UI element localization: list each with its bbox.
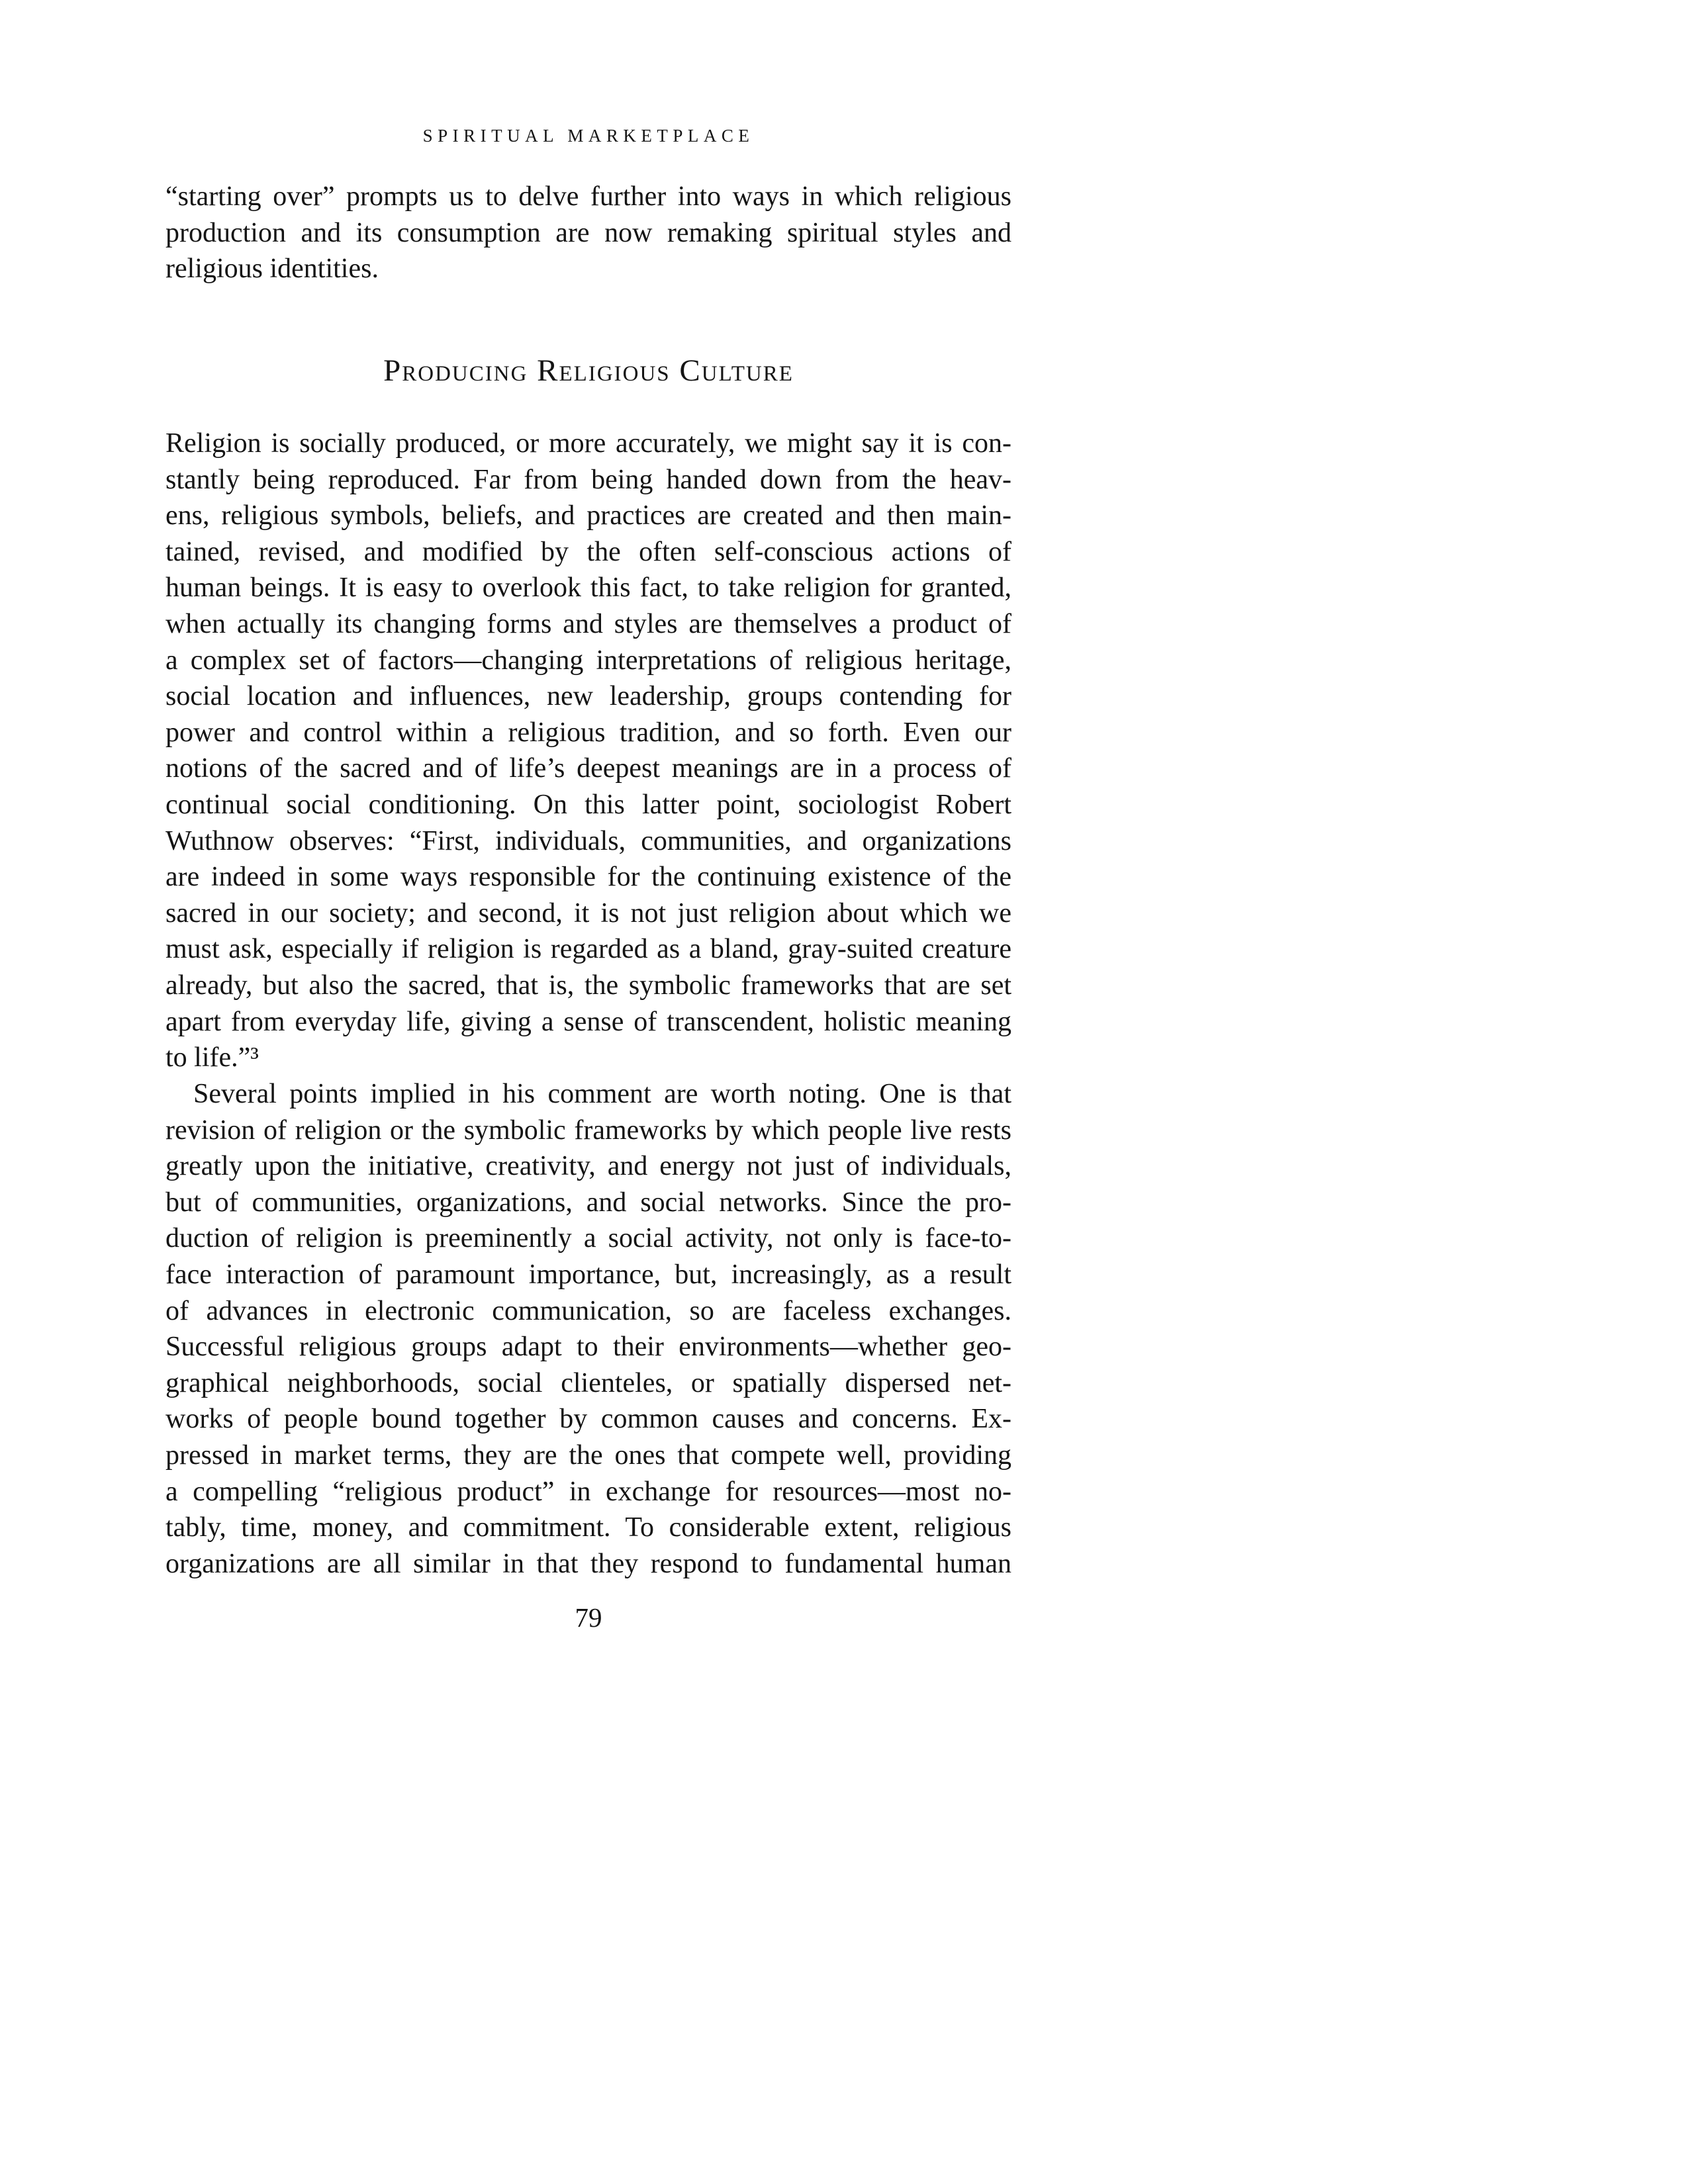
text-line: must ask, especially if religion is regarded as a bland, gray-suited creature xyxy=(165,934,1011,965)
text-line: when actually its changing forms and styles are themselves a product of xyxy=(165,608,1011,639)
text-line: power and control within a religious tradition, and so forth. Even our xyxy=(165,717,1011,748)
text-line: continual social conditioning. On this latter point, sociologist Robert xyxy=(165,789,1011,820)
text-line: are indeed in some ways responsible for the continuing existence of the xyxy=(165,862,1011,893)
text-line: Successful religious groups adapt to their environments—whether geo- xyxy=(165,1332,1011,1363)
text-line: tained, revised, and modified by the often self-conscious actions of xyxy=(165,536,1011,567)
text-line: apart from everyday life, giving a sense of transcendent, holistic meaning xyxy=(165,1006,1011,1037)
text-line: sacred in our society; and second, it is not just religion about which we xyxy=(165,897,1011,929)
text-line: organizations are all similar in that they respond to fundamental human xyxy=(165,1548,1011,1579)
page-number: 79 xyxy=(575,1602,602,1633)
text-line: a compelling “religious product” in exchange for resources—most no- xyxy=(165,1476,1011,1507)
section-heading: Producing Religious Culture xyxy=(383,353,794,388)
text-line: to life.”³ xyxy=(165,1042,259,1073)
running-header: SPIRITUAL MARKETPLACE xyxy=(422,126,755,146)
text-line: duction of religion is preeminently a social activity, not only is face-to- xyxy=(165,1223,1011,1254)
text-line: but of communities, organizations, and social networks. Since the pro- xyxy=(165,1187,1011,1218)
text-line: graphical neighborhoods, social clienteles, or spatially dispersed net- xyxy=(165,1367,1011,1398)
text-line: greatly upon the initiative, creativity, and energy not just of individuals, xyxy=(165,1151,1011,1182)
text-line: works of people bound together by common causes and concerns. Ex- xyxy=(165,1404,1011,1435)
text-line: production and its consumption are now remaking spiritual styles and xyxy=(165,217,1011,248)
text-line: already, but also the sacred, that is, the symbolic frameworks that are set xyxy=(165,970,1011,1001)
text-line: ens, religious symbols, beliefs, and practices are created and then main- xyxy=(165,500,1011,531)
text-line: tably, time, money, and commitment. To considerable extent, religious xyxy=(165,1512,1011,1543)
text-line: notions of the sacred and of life’s deepest meanings are in a process of xyxy=(165,753,1011,784)
paragraph xyxy=(165,179,1011,287)
text-line: religious identities. xyxy=(165,253,379,285)
text-line: Wuthnow observes: “First, individuals, communities, and organizations xyxy=(165,825,1011,856)
text-line: pressed in market terms, they are the ones that compete well, providing xyxy=(165,1439,1011,1471)
text-line: of advances in electronic communication, so are faceless exchanges. xyxy=(165,1295,1011,1326)
text-line: Several points implied in his comment are worth noting. One is that xyxy=(193,1079,1011,1109)
text-line: human beings. It is easy to overlook this fact, to take religion for granted, xyxy=(165,572,1011,604)
text-line: “starting over” prompts us to delve further into ways in which religious xyxy=(165,181,1011,212)
text-line: revision of religion or the symbolic frameworks by which people live rests xyxy=(165,1115,1011,1146)
text-line: Religion is socially produced, or more accurately, we might say it is con- xyxy=(165,428,1011,459)
text-line: social location and influences, new leadership, groups contending for xyxy=(165,681,1011,712)
text-line: a complex set of factors—changing interpretations of religious heritage, xyxy=(165,645,1011,676)
text-line: stantly being reproduced. Far from being handed down from the heav- xyxy=(165,464,1011,495)
paragraph xyxy=(165,426,1011,1076)
text-line: face interaction of paramount importance, but, increasingly, as a result xyxy=(165,1259,1011,1290)
paragraph xyxy=(165,1076,1011,1582)
